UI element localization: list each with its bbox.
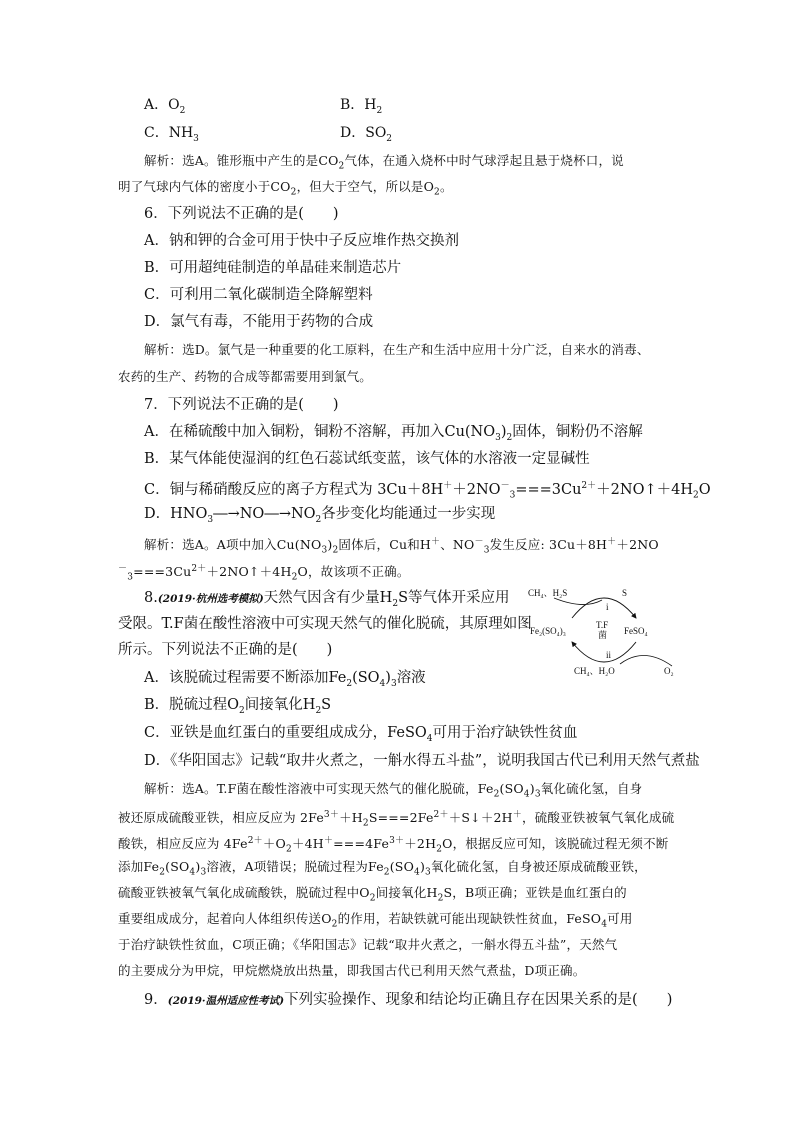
diagram-label-feso4: FeSO₄ xyxy=(624,626,648,636)
q5-explanation-line-2: 明了气球内气体的密度小于$CO_2$，但大于空气，所以是$O_2$。 xyxy=(118,179,453,198)
q7-option-a: A．在稀硫酸中加入铜粉，铜粉不溶解，再加入$Cu(NO_3)_2$固体，铜粉仍不溶解 xyxy=(144,424,643,443)
diagram-label-sulfur: S xyxy=(622,588,628,598)
q8-explanation-line-6: 重要组成成分，起着向人体组织传送$O_2$的作用，若缺铁就可能出现缺铁性贫血，FeSO$_4$可用 xyxy=(118,911,633,930)
q8-explanation-line-5: 硫酸亚铁被氧气氧化成硫酸铁，脱硫过程中$O_2$间接氧化$H_2S$，B项正确；亚铁是血红蛋白的 xyxy=(118,885,627,904)
q7-option-d: D．$HNO_3―\to NO―\to NO_2$各步变化均能通过一步实现 xyxy=(144,506,496,525)
q9-stem: 9．(2019·温州适应性考试)下列实验操作、现象和结论均正确且存在因果关系的是( ) xyxy=(144,992,673,1008)
diagram-label-fe2so43: Fe₂(SO₄)₃ xyxy=(530,626,566,636)
q5-option-a: A．$O_2$ xyxy=(144,97,186,116)
q8-explanation-line-1: 解析：选A。T.F菌在酸性溶液中可实现天然气的催化脱硫，$Fe_2(SO_4)_3$氧化硫化氢，自身 xyxy=(144,781,643,800)
q7-explanation-line-1: 解析：选A。A项中加入$Cu(NO_3)_2$固体后，Cu和H＋、$NO^-_3$发生反应: 3Cu＋8H＋＋2NO xyxy=(144,537,659,556)
diagram-label-step-i: i xyxy=(606,602,609,612)
q8-stem-line-2: 受限。T.F菌在酸性溶液中可实现天然气的催化脱硫，其原理如图 xyxy=(118,616,532,632)
cycle-arc-bottom xyxy=(572,642,636,662)
q8-explanation-line-7: 于治疗缺铁性贫血，C项正确；《华阳国志》记载“取井火煮之，一斛水得五斗盐”，天然气 xyxy=(118,937,618,952)
q8-explanation-line-2: 被还原成硫酸亚铁，相应反应为 $2Fe^{3+}+H_2S===2Fe^{2+}+S↓+2H^+$，硫酸亚铁被氧气氧化成硫 xyxy=(118,810,675,829)
diagram-label-bacteria: 菌 xyxy=(598,630,608,640)
cycle-arc-top-inner xyxy=(554,598,602,605)
q5-option-c: C．$NH_3$ xyxy=(144,125,199,144)
q8-option-b: B．脱硫过程$O_2$间接氧化$H_2S$ xyxy=(144,697,332,716)
diagram-label-reactants: CH₄、H₂S xyxy=(528,588,568,598)
cycle-arc-bottom-inner xyxy=(620,655,672,666)
q7-explanation-line-2: $^-_3===3Cu^{2+}+2NO↑+4H_2O$，故该项不正确。 xyxy=(118,564,410,583)
q5-explanation-line-1: 解析：选A。锥形瓶中产生的是$CO_2$气体，在通入烧杯中时气球浮起且悬于烧杯口，说 xyxy=(144,153,624,172)
q8-stem-line-3: 所示。下列说法不正确的是( ) xyxy=(118,642,333,658)
diagram-label-tf: T.F xyxy=(596,620,609,630)
q6-option-c: C．可利用二氧化碳制造全降解塑料 xyxy=(144,287,373,303)
q8-stem-line-1: 8.(2019·杭州选考模拟)天然气因含有少量$H_2S$等气体开采应用 xyxy=(144,590,510,609)
q6-option-a: A．钠和钾的合金可用于快中子反应堆作热交换剂 xyxy=(144,233,459,249)
q6-explanation-line-1: 解析：选D。氯气是一种重要的化工原料，在生产和生活中应用十分广泛，自来水的消毒、 xyxy=(144,342,650,357)
q8-option-a: A．该脱硫过程需要不断添加$Fe_2(SO_4)_3$溶液 xyxy=(144,670,426,689)
q7-option-b: B．某气体能使湿润的红色石蕊试纸变蓝，该气体的水溶液一定显碱性 xyxy=(144,451,590,467)
q8-explanation-line-3: 酸铁，相应反应为 $4Fe^{2+}+O_2+4H^+===4Fe^{3+}+2H_2O$，根据反应可知，该脱硫过程无须不断 xyxy=(118,836,669,855)
q8-explanation-line-8: 的主要成分为甲烷，甲烷燃烧放出热量，即我国古代已利用天然气煮盐，D项正确。 xyxy=(118,963,586,978)
q7-option-c: C．铜与稀硝酸反应的离子方程式为 $3Cu+8H^++2NO^-_3===3Cu^{2+}+2NO↑+4H_2O$ xyxy=(144,481,711,501)
q8-option-c: C．亚铁是血红蛋白的重要组成成分，FeSO$_4$可用于治疗缺铁性贫血 xyxy=(144,725,578,744)
diagram-label-oxygen: O₂ xyxy=(664,666,674,676)
q6-explanation-line-2: 农药的生产、药物的合成等都需要用到氯气。 xyxy=(118,369,373,384)
cycle-arc-top xyxy=(572,598,636,618)
q5-option-d: D．$SO_2$ xyxy=(340,125,393,144)
q6-option-d: D．氯气有毒，不能用于药物的合成 xyxy=(144,314,374,330)
q8-explanation-line-4: 添加$Fe_2(SO_4)_3$溶液，A项错误；脱硫过程为$Fe_2(SO_4)_3$氧化硫化氢，自身被还原成硫酸亚铁， xyxy=(118,859,647,878)
q6-stem: 6．下列说法不正确的是( ) xyxy=(144,206,339,222)
diagram-label-step-ii: ii xyxy=(606,650,612,660)
diagram-label-products: CH₄、H₂O xyxy=(574,666,615,676)
q6-option-b: B．可用超纯硅制造的单晶硅来制造芯片 xyxy=(144,260,402,276)
q5-option-b: B．$H_2$ xyxy=(340,97,383,116)
q7-stem: 7．下列说法不正确的是( ) xyxy=(144,397,339,413)
desulfurization-cycle-diagram xyxy=(524,586,684,678)
q8-option-d: D．《华阳国志》记载“取井火煮之，一斛水得五斗盐”，说明我国古代已利用天然气煮盐 xyxy=(144,753,700,769)
